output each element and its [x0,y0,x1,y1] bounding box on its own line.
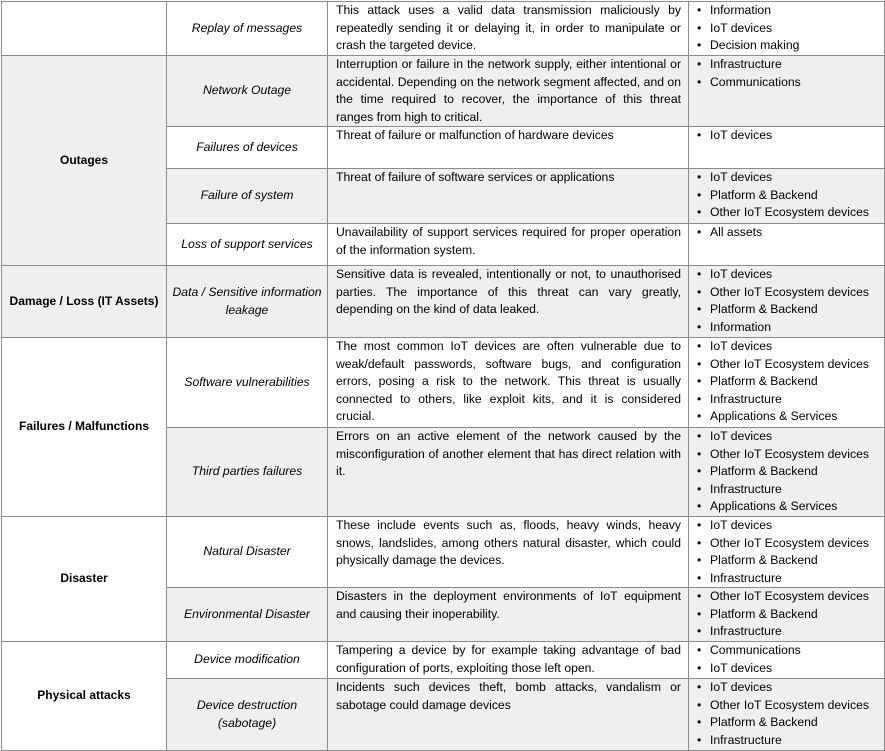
threat-name: Third parties failures [167,428,328,517]
affected-assets [689,127,885,169]
asset-list-item: • Platform & Backend [697,552,884,570]
asset-list-item: • Platform & Backend [697,373,884,391]
threat-description: Errors on an active element of the network caused by the misconfiguration of another element that has direct relation with it. [328,428,689,517]
asset-list-item: • Infrastructure [697,623,884,641]
category-physical-attacks: Physical attacks [2,642,167,751]
asset-list-item: • Infrastructure [697,56,884,74]
asset-list-item: • IoT devices [697,20,884,38]
asset-list-item: • Infrastructure [697,570,884,588]
asset-list-item: • Platform & Backend [697,714,884,732]
table-row [2,2,885,56]
asset-list-item: • IoT devices [697,428,884,446]
affected-assets [689,517,885,588]
threat-name: Device modification [167,642,328,679]
asset-list-item: • All assets [697,224,884,242]
asset-list-item: • Other IoT Ecosystem devices [697,284,884,302]
asset-list-item: • Information [697,2,884,20]
affected-assets [689,428,885,517]
category-cell-empty [2,2,167,56]
asset-list-item: • Information [697,319,884,337]
threat-description: Incidents such devices theft, bomb attacks, vandalism or sabotage could damage devices [328,679,689,751]
affected-assets [689,169,885,224]
asset-list-item: • Applications & Services [697,408,884,426]
table-row [2,266,885,338]
table-row [2,642,885,679]
asset-list-item: • Applications & Services [697,498,884,516]
asset-list-item: • IoT devices [697,266,884,284]
threat-description: Tampering a device by for example taking advantage of bad configuration of ports, exploiting those left open. [328,642,689,679]
affected-assets [689,224,885,266]
threat-description: Threat of failure of software services or applications [328,169,689,224]
asset-list-item: • IoT devices [697,338,884,356]
asset-list-item: • Other IoT Ecosystem devices [697,204,884,222]
category-disaster: Disaster [2,517,167,642]
asset-list-item: • Other IoT Ecosystem devices [697,535,884,553]
affected-assets [689,338,885,428]
affected-assets [689,588,885,642]
asset-list-item: • IoT devices [697,517,884,535]
asset-list-item: • Other IoT Ecosystem devices [697,697,884,715]
threat-description: These include events such as, floods, heavy winds, heavy snows, landslides, among others natural disaster, which could physically damage the devices. [328,517,689,588]
category-outages: Outages [2,56,167,266]
threat-name: Device destruction (sabotage) [167,679,328,751]
asset-list-item: • Other IoT Ecosystem devices [697,446,884,464]
affected-assets [689,2,885,56]
table-row [2,56,885,127]
asset-list-item: • IoT devices [697,169,884,187]
threat-description: The most common IoT devices are often vulnerable due to weak/default passwords, software bugs, and configuration errors, posing a risk to the network. This threat is usually connected to others, like exploit kits, and it is considered crucial. [328,338,689,428]
asset-list-item: • IoT devices [697,679,884,697]
table-row [2,517,885,588]
category-failures-malfunctions: Failures / Malfunctions [2,338,167,517]
affected-assets [689,266,885,338]
asset-list-item: • Infrastructure [697,391,884,409]
affected-assets [689,679,885,751]
table-row [2,338,885,428]
category-damage-loss: Damage / Loss (IT Assets) [2,266,167,338]
asset-list-item: • Communications [697,642,884,660]
asset-list-item: • Other IoT Ecosystem devices [697,356,884,374]
threat-name: Replay of messages [167,2,328,56]
threat-description: Disasters in the deployment environments of IoT equipment and causing their inoperability. [328,588,689,642]
asset-list-item: • IoT devices [697,127,884,145]
threat-name: Natural Disaster [167,517,328,588]
threat-name: Loss of support services [167,224,328,266]
asset-list-item: • Decision making [697,37,884,55]
asset-list-item: • Platform & Backend [697,301,884,319]
threat-description: Threat of failure or malfunction of hardware devices [328,127,689,169]
threat-name: Data / Sensitive information leakage [167,266,328,338]
threat-description: Sensitive data is revealed, intentionally or not, to unauthorised parties. The importance of this threat can vary greatly, depending on the kind of data leaked. [328,266,689,338]
asset-list-item: • Infrastructure [697,481,884,499]
asset-list-item: • IoT devices [697,660,884,678]
affected-assets [689,56,885,127]
threat-name: Software vulnerabilities [167,338,328,428]
asset-list-item: • Platform & Backend [697,463,884,481]
threat-name: Environmental Disaster [167,588,328,642]
affected-assets [689,642,885,679]
asset-list-item: • Platform & Backend [697,606,884,624]
asset-list-item: • Infrastructure [697,732,884,750]
asset-list-item: • Communications [697,74,884,92]
threat-table [1,1,885,751]
asset-list-item: • Platform & Backend [697,187,884,205]
threat-name: Failures of devices [167,127,328,169]
threat-description: This attack uses a valid data transmission maliciously by repeatedly sending it or delaying it, in order to manipulate or crash the targeted device. [328,2,689,56]
asset-list-item: • Other IoT Ecosystem devices [697,588,884,606]
threat-name: Network Outage [167,56,328,127]
threat-name: Failure of system [167,169,328,224]
threat-description: Unavailability of support services required for proper operation of the information system. [328,224,689,266]
threat-description: Interruption or failure in the network supply, either intentional or accidental. Depending on the network segment affected, and on the time required to recover, the importance of this threat ranges from high to critical. [328,56,689,127]
